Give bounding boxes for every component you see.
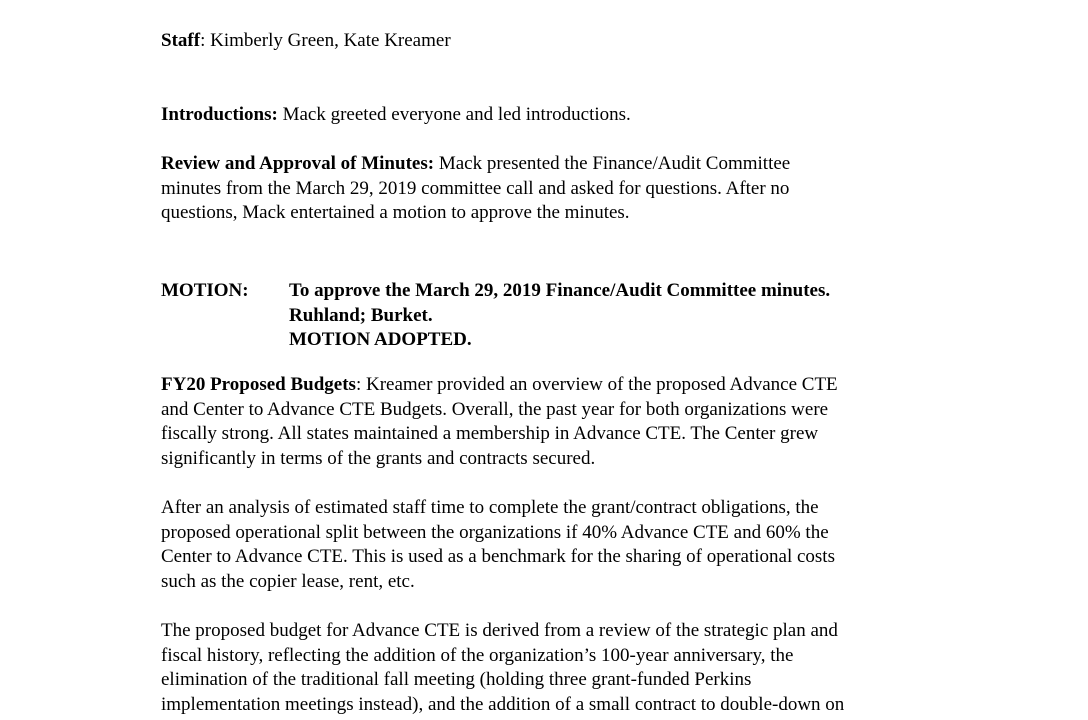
fy20-budgets-label: FY20 Proposed Budgets [161,374,356,395]
analysis-line: such as the copier lease, rent, etc. [161,570,415,592]
motion-result: MOTION ADOPTED. [289,329,472,350]
introductions-text: Mack greeted everyone and led introductions. [277,104,631,125]
staff-label: Staff [161,30,201,51]
staff-paragraph [161,29,941,54]
motion-body [289,279,830,353]
minutes-review-paragraph [161,152,941,226]
proposed-budget-line: fiscal history, reflecting the addition of the organization’s 100-year anniversary, the [161,644,794,666]
fy20-budgets-line: fiscally strong. All states maintained a membership in Advance CTE. The Center grew [161,423,819,444]
staff-names: : Kimberly Green, Kate Kreamer [200,30,451,51]
proposed-budget-line: elimination of the traditional fall meeting (holding three grant-funded Perkins [161,669,752,690]
motion-movers: Ruhland; Burket. [289,304,433,326]
fy20-budgets-line: and Center to Advance CTE Budgets. Overall, the past year for both organizations were [161,398,829,420]
motion-text: To approve the March 29, 2019 Finance/Audit Committee minutes. [289,280,831,301]
minutes-review-line: Mack presented the Finance/Audit Committee [434,153,791,174]
analysis-line: proposed operational split between the organizations if 40% Advance CTE and 60% the [161,521,829,543]
minutes-review-line: minutes from the March 29, 2019 committee call and asked for questions. After no [161,177,790,199]
fy20-budgets-line: significantly in terms of the grants and contracts secured. [161,447,596,469]
analysis-paragraph [161,496,941,594]
analysis-line: Center to Advance CTE. This is used as a benchmark for the sharing of operational costs [161,546,835,567]
fy20-budgets-paragraph [161,373,941,471]
minutes-review-line: questions, Mack entertained a motion to approve the minutes. [161,202,630,223]
proposed-budget-line: The proposed budget for Advance CTE is derived from a review of the strategic plan and [161,620,838,641]
introductions-paragraph [161,103,941,128]
fy20-budgets-line: : Kreamer provided an overview of the proposed Advance CTE [355,374,838,395]
introductions-label: Introductions: [161,104,278,125]
analysis-line: After an analysis of estimated staff time to complete the grant/contract obligations, the [161,497,819,518]
minutes-review-label: Review and Approval of Minutes: [161,153,435,174]
proposed-budget-paragraph [161,619,941,717]
proposed-budget-line: implementation meetings instead), and the addition of a small contract to double-down on [161,693,845,715]
motion-label: MOTION: [161,280,249,301]
